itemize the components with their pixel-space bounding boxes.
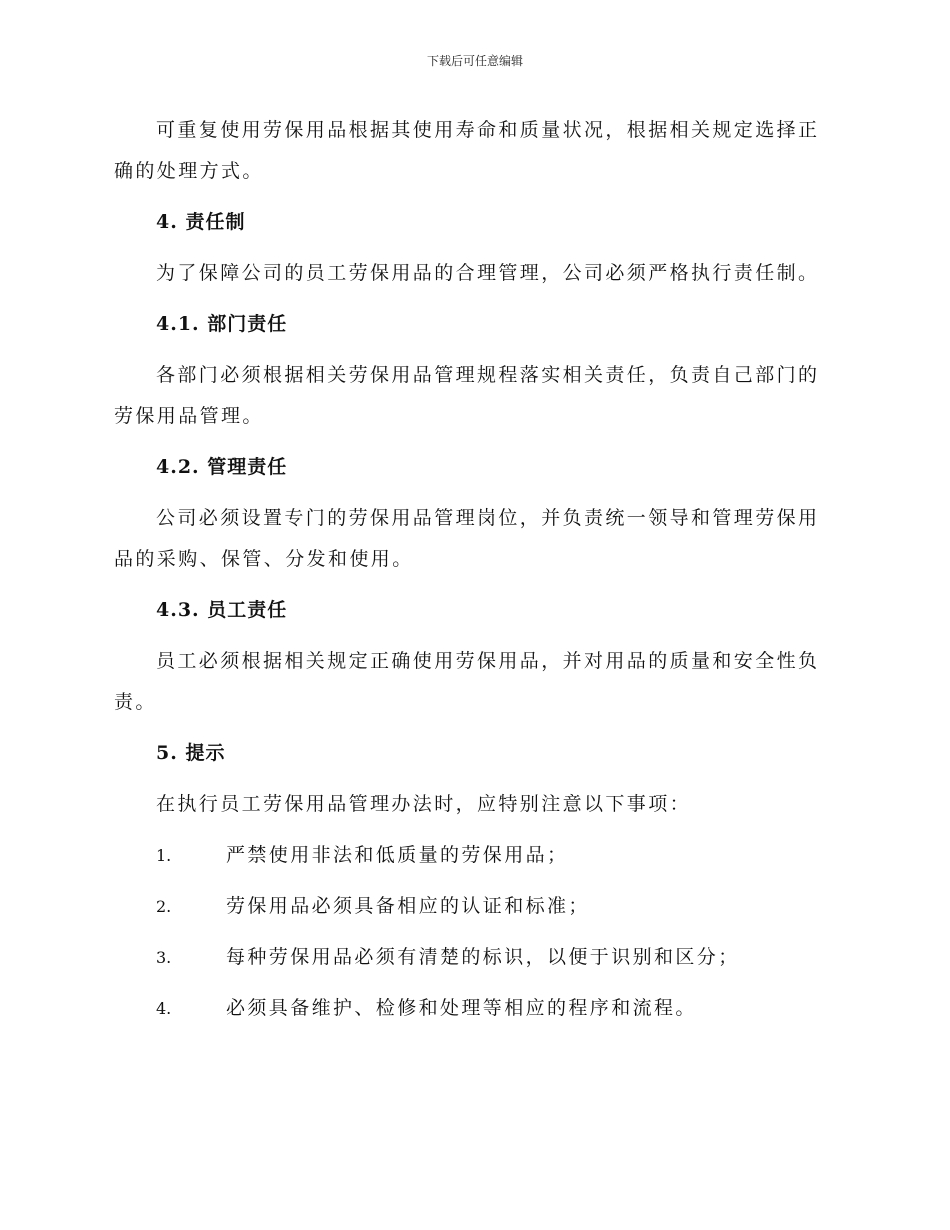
page-header: 下载后可任意编辑 xyxy=(426,54,523,68)
paragraph-disposal: 可重复使用劳保用品根据其使用寿命和质量状况，根据相关规定选择正确的处理方式。 xyxy=(114,119,820,182)
list-item-number: 4. xyxy=(156,999,172,1018)
list-item-text: 劳保用品必须具备相应的认证和标准； xyxy=(226,895,590,917)
subsection-heading-management: 4.2. 管理责任 xyxy=(156,456,288,478)
list-item-number: 1. xyxy=(156,846,172,865)
section-heading-responsibility: 4. 责任制 xyxy=(156,211,246,233)
section-heading-tips: 5. 提示 xyxy=(156,742,226,764)
subsection-heading-department: 4.1. 部门责任 xyxy=(156,313,288,335)
paragraph-responsibility-intro: 为了保障公司的员工劳保用品的合理管理，公司必须严格执行责任制。 xyxy=(156,262,820,284)
list-item xyxy=(114,937,832,978)
paragraph-management: 公司必须设置专门的劳保用品管理岗位，并负责统一领导和管理劳保用品的采购、保管、分发和使用。 xyxy=(114,507,820,570)
subsection-heading-employee: 4.3. 员工责任 xyxy=(156,599,288,621)
list-item xyxy=(114,886,832,927)
paragraph-department: 各部门必须根据相关劳保用品管理规程落实相关责任，负责自己部门的劳保用品管理。 xyxy=(114,364,820,427)
paragraph-tips-intro: 在执行员工劳保用品管理办法时，应特别注意以下事项： xyxy=(156,793,692,815)
list-item-text: 严禁使用非法和低质量的劳保用品； xyxy=(226,844,569,866)
list-item-text: 每种劳保用品必须有清楚的标识，以便于识别和区分； xyxy=(226,946,740,968)
list-item-number: 2. xyxy=(156,897,172,916)
document-body xyxy=(114,110,832,1039)
list-item-text: 必须具备维护、检修和处理等相应的程序和流程。 xyxy=(226,997,697,1019)
paragraph-employee: 员工必须根据相关规定正确使用劳保用品，并对用品的质量和安全性负责。 xyxy=(114,650,820,713)
list-item-number: 3. xyxy=(156,948,172,967)
list-item xyxy=(114,835,832,876)
list-item xyxy=(114,988,832,1029)
